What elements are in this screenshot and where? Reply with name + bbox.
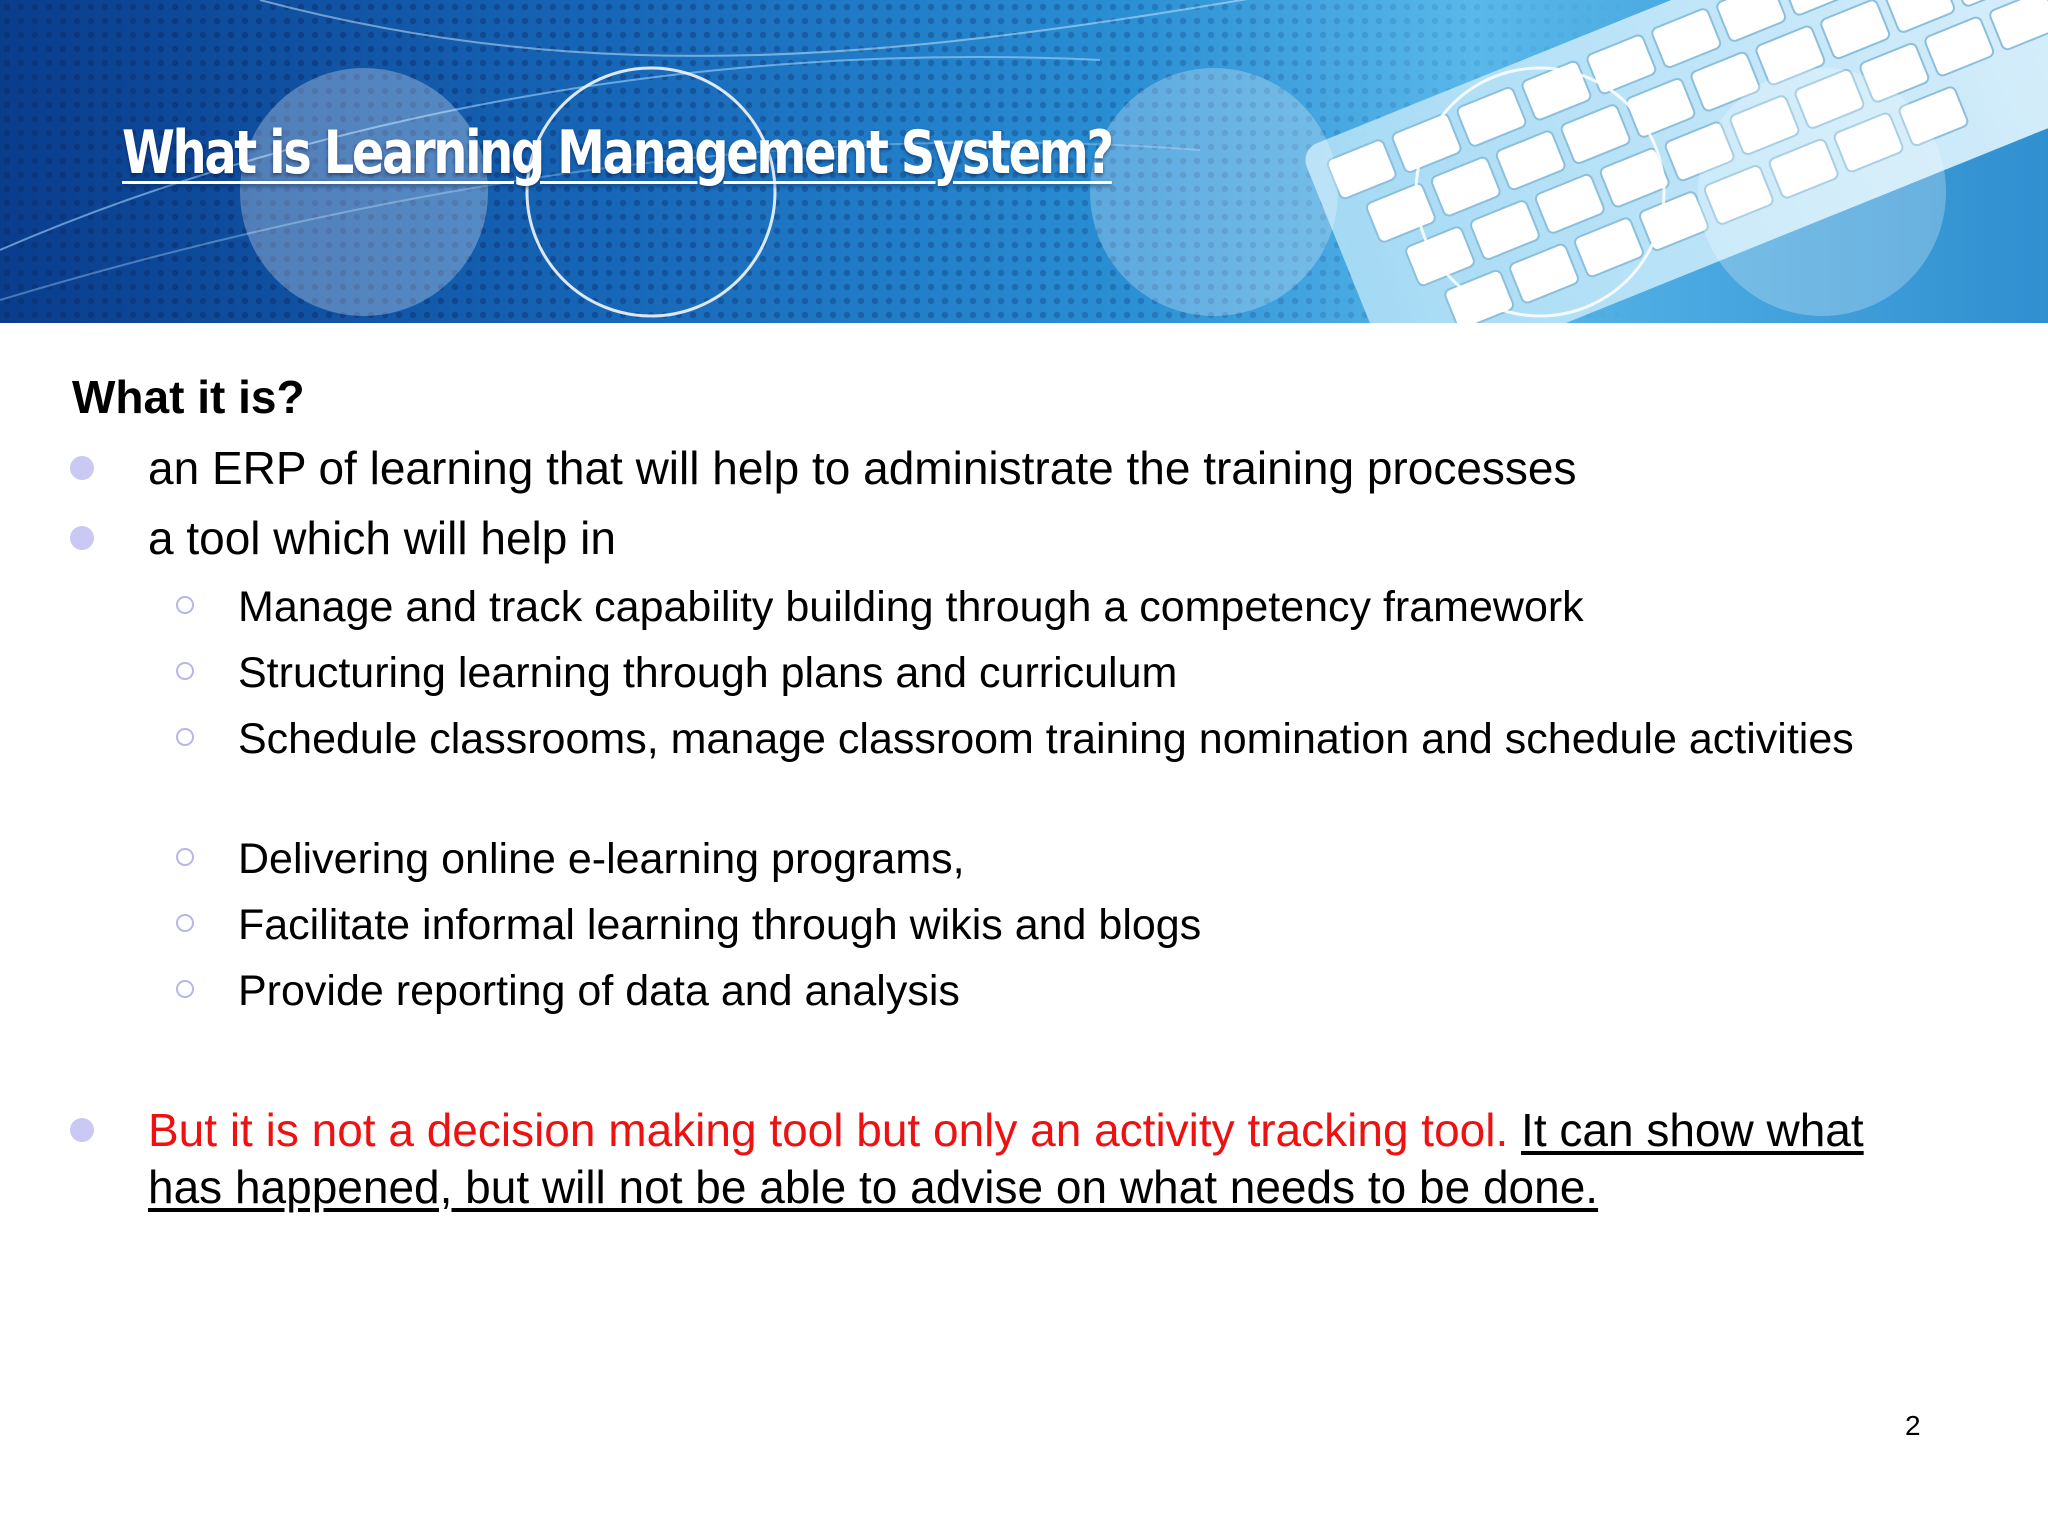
sub-bullet-item xyxy=(238,898,1888,952)
decorative-circle xyxy=(240,68,488,316)
note-red-text: But it is not a decision making tool but only an activity tracking tool. xyxy=(148,1104,1509,1156)
bullet-text: an ERP of learning that will help to administrate the training processes xyxy=(148,442,1577,494)
hollow-circle-icon xyxy=(176,914,194,932)
hollow-circle-icon xyxy=(176,662,194,680)
sub-bullet-text: Schedule classrooms, manage classroom training nomination and schedule activities xyxy=(238,715,1854,763)
decorative-circle xyxy=(1090,68,1338,316)
note-bullet xyxy=(148,1102,1908,1216)
sub-bullet-text: Facilitate informal learning through wikis and blogs xyxy=(238,901,1202,949)
sub-bullet-text: Manage and track capability building through a competency framework xyxy=(238,583,1584,631)
hollow-circle-icon xyxy=(176,596,194,614)
sub-bullet-item xyxy=(238,832,1888,886)
sub-bullet-text: Delivering online e-learning programs, xyxy=(238,835,965,883)
sub-bullet-item xyxy=(238,964,1888,1018)
sub-bullet-item xyxy=(238,646,1888,700)
hollow-circle-icon xyxy=(176,848,194,866)
filled-dot-icon xyxy=(70,526,94,550)
bullet-item xyxy=(148,510,1888,567)
section-heading: What it is? xyxy=(72,371,305,423)
filled-dot-icon xyxy=(70,1118,94,1142)
slide-title: What is Learning Management System? xyxy=(122,118,1112,188)
hollow-circle-icon xyxy=(176,980,194,998)
sub-bullet-text: Provide reporting of data and analysis xyxy=(238,967,960,1015)
note-underlined-text: It can show what has happened, but will not be able to advise on what needs to be done. xyxy=(148,1104,1864,1213)
bullet-text: a tool which will help in xyxy=(148,512,616,564)
filled-dot-icon xyxy=(70,456,94,480)
bullet-item xyxy=(148,440,1888,497)
sub-bullet-text: Structuring learning through plans and curriculum xyxy=(238,649,1178,697)
page-number: 2 xyxy=(1905,1410,1921,1441)
decorative-circle xyxy=(1698,68,1946,316)
sub-bullet-item xyxy=(238,712,1888,766)
title-banner xyxy=(0,0,2048,323)
hollow-circle-icon xyxy=(176,728,194,746)
sub-bullet-item xyxy=(238,580,1888,634)
